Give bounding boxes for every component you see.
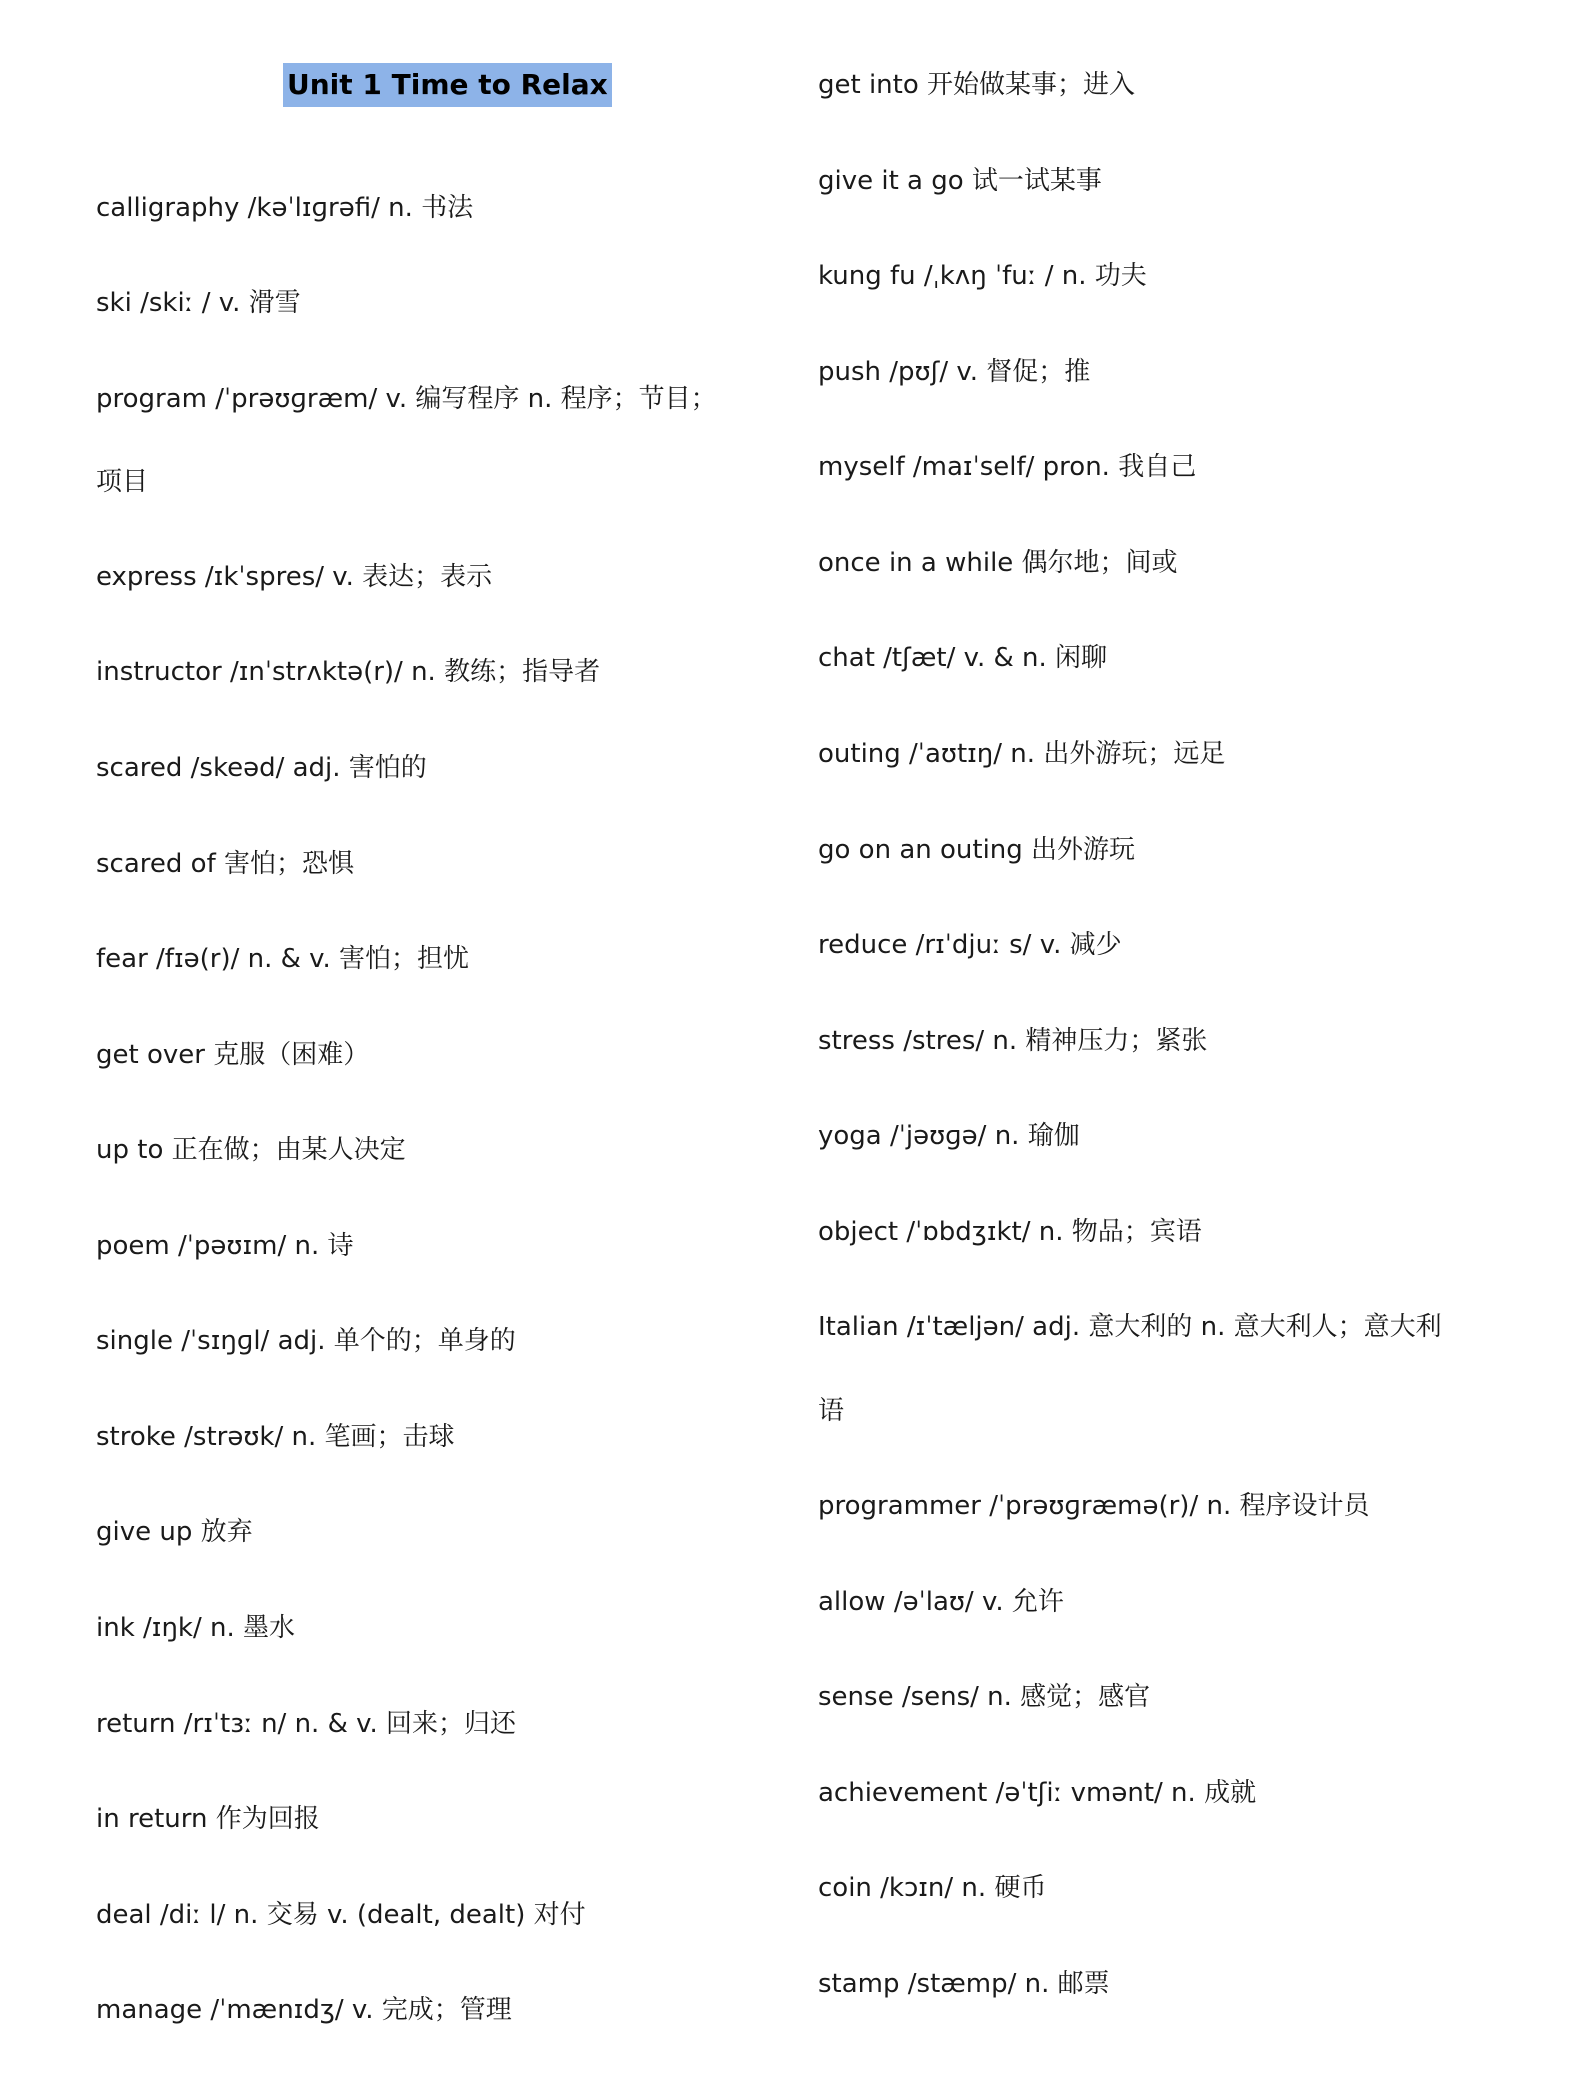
vocab-entry: ski /skiː / v. 滑雪	[96, 288, 301, 318]
vocab-entry: in return 作为回报	[96, 1804, 320, 1834]
vocab-entry: manage /ˈmænɪdʒ/ v. 完成；管理	[96, 1995, 512, 2025]
vocab-entry: allow /əˈlaʊ/ v. 允许	[818, 1587, 1064, 1617]
vocab-entry: yoga /ˈjəʊɡə/ n. 瑜伽	[818, 1121, 1080, 1151]
vocab-entry: stress /stres/ n. 精神压力；紧张	[818, 1026, 1208, 1056]
vocab-entry: scared of 害怕；恐惧	[96, 849, 354, 879]
vocab-entry: object /ˈɒbdʒɪkt/ n. 物品；宾语	[818, 1217, 1202, 1247]
vocab-entry: ink /ɪŋk/ n. 墨水	[96, 1613, 296, 1643]
vocab-entry: return /rɪˈtɜː n/ n. & v. 回来；归还	[96, 1709, 517, 1739]
vocab-entry: sense /sens/ n. 感觉；感官	[818, 1682, 1151, 1712]
vocab-entry: deal /diː l/ n. 交易 v. (dealt, dealt) 对付	[96, 1900, 586, 1930]
vocab-entry: give up 放弃	[96, 1517, 253, 1547]
vocab-entry: calligraphy /kəˈlɪɡrəfi/ n. 书法	[96, 193, 474, 223]
vocab-entry: instructor /ɪnˈstrʌktə(r)/ n. 教练；指导者	[96, 657, 601, 687]
vocab-entry: programmer /ˈprəʊɡræmə(r)/ n. 程序设计员	[818, 1491, 1370, 1521]
vocab-entry: express /ɪkˈspres/ v. 表达；表示	[96, 562, 493, 592]
vocab-entry: once in a while 偶尔地；间或	[818, 548, 1178, 578]
vocab-entry: poem /ˈpəʊɪm/ n. 诗	[96, 1231, 354, 1261]
vocab-entry: reduce /rɪˈdjuː s/ v. 减少	[818, 930, 1122, 960]
vocab-entry: achievement /əˈtʃiː vmənt/ n. 成就	[818, 1778, 1257, 1808]
vocab-entry: go on an outing 出外游玩	[818, 835, 1136, 865]
vocab-entry: give it a go 试一试某事	[818, 166, 1102, 196]
vocab-entry: stroke /strəʊk/ n. 笔画；击球	[96, 1422, 455, 1452]
vocab-entry: scared /skeəd/ adj. 害怕的	[96, 753, 427, 783]
vocab-entry-continuation: 项目	[96, 467, 149, 497]
vocab-entry: myself /maɪˈself/ pron. 我自己	[818, 452, 1197, 482]
vocab-entry: get into 开始做某事；进入	[818, 70, 1136, 100]
vocab-entry: up to 正在做；由某人决定	[96, 1135, 406, 1165]
vocab-entry: Italian /ɪˈtæljən/ adj. 意大利的 n. 意大利人；意大利	[818, 1312, 1442, 1342]
vocab-entry: stamp /stæmp/ n. 邮票	[818, 1969, 1110, 1999]
vocab-entry: single /ˈsɪŋɡl/ adj. 单个的；单身的	[96, 1326, 516, 1356]
vocab-entry: fear /fɪə(r)/ n. & v. 害怕；担忧	[96, 944, 470, 974]
vocab-entry: outing /ˈaʊtɪŋ/ n. 出外游玩；远足	[818, 739, 1226, 769]
vocab-entry: get over 克服（困难）	[96, 1040, 370, 1070]
vocab-entry: push /pʊʃ/ v. 督促；推	[818, 357, 1091, 387]
vocab-entry-continuation: 语	[818, 1396, 845, 1426]
vocab-entry: chat /tʃæt/ v. & n. 闲聊	[818, 643, 1108, 673]
vocab-entry: kung fu /ˌkʌŋ ˈfuː / n. 功夫	[818, 261, 1147, 291]
vocab-entry: coin /kɔɪn/ n. 硬币	[818, 1873, 1047, 1903]
vocab-entry: program /ˈprəʊɡræm/ v. 编写程序 n. 程序；节目；	[96, 384, 717, 414]
unit-title: Unit 1 Time to Relax	[283, 63, 612, 107]
